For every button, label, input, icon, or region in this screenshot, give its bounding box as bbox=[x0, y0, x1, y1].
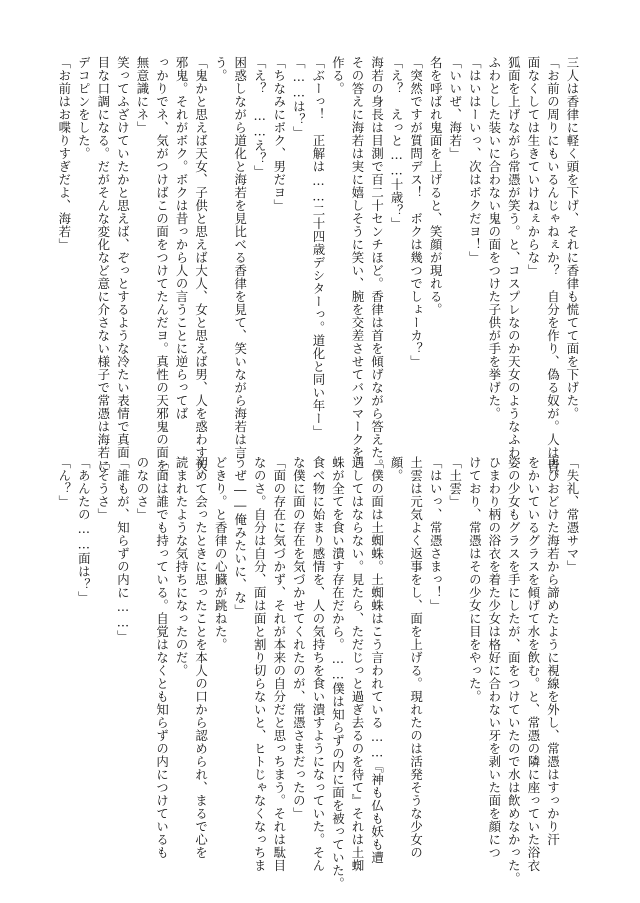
lower-text-line-1: 「失礼、常憑サマ」 bbox=[565, 456, 580, 573]
upper-text-line-22: っかりでネ、気がつけばこの面をつけてたんだヨ。真性の天邪鬼の面を、 bbox=[154, 56, 170, 485]
lower-text-line-17: なのさ。自分は自分、面は面と割り切らないと、ヒトじゃなくなっちま bbox=[252, 456, 268, 872]
lower-text-line-4: 姿の少女もグラスを手にしたが、面をつけていたので水は飲めなかった。 bbox=[506, 456, 522, 885]
upper-text-line-26: デコピンをした。 bbox=[76, 56, 92, 160]
lower-text-line-25: 「そうさ」 bbox=[95, 456, 111, 521]
lower-text-line-8: 「はいっ、常憑さまっ！」 bbox=[428, 456, 444, 612]
upper-text-line-21: 邪鬼。それがボク。ボクは昔っから人の言うことに逆らってば bbox=[174, 56, 190, 420]
upper-text-line-1: 三人は香律に軽く頭を下げ、それに香律も慌てて面を下げた。 bbox=[565, 56, 580, 420]
lower-text-line-23: のなのさ」 bbox=[134, 456, 150, 521]
upper-text-line-10: 「え？ えっと……十歳？」 bbox=[389, 56, 405, 231]
lower-text-line-9: 土雲は元気よく返事をし、面を上げる。現れたのは活発そうな少女の bbox=[408, 456, 424, 859]
lower-text-line-22: 「面は誰でも持っている。自覚はなくとも知らずの内につけているも bbox=[154, 456, 170, 859]
lower-text-line-19: どきり。と香律の心臓が跳ねた。 bbox=[213, 456, 229, 651]
upper-text-line-16: 「ちなみにボク、男だヨ」 bbox=[271, 56, 287, 212]
upper-text-line-18: 困惑しながら道化と海若を見比べる香律を見て、笑いながら海若は言 bbox=[232, 56, 248, 459]
lower-text-line-26: 「あんたの……面は？」 bbox=[76, 456, 92, 605]
lower-text-line-20: 初めて会ったときに思ったことを本人の口から認められ、まるで心を bbox=[193, 456, 209, 859]
upper-text-line-27: 「お前はお喋りすぎだよ、海若」 bbox=[56, 56, 72, 251]
lower-text-line-13: 蛛が全てを食い潰す存在だから。……僕は知らずの内に面を被っていた。 bbox=[330, 456, 346, 891]
upper-text-line-25: 目な口調になる。だがそんな変化など意に介さない様子で常憑は海若に bbox=[95, 56, 111, 472]
upper-text-line-6: 「はいはーいっ、次はボクだヨ！」 bbox=[467, 56, 483, 264]
lower-text-line-18: うぜ――俺みたいに、な」 bbox=[232, 456, 248, 618]
upper-text-line-8: 名を呼ばれ鬼面を上げると、笑顔が現れる。 bbox=[428, 56, 444, 316]
upper-text-line-19: う。 bbox=[213, 56, 229, 82]
lower-text-line-6: けており、常憑はその少女に目をやった。 bbox=[467, 456, 483, 703]
lower-text-line-3: をかいているグラスを傾げて水を飲む。と、常憑の隣に座っていた浴衣 bbox=[525, 456, 541, 872]
upper-text-line-23: 無意識にネ」 bbox=[134, 56, 150, 134]
upper-text-line-12: その答えに海若は実に嬉しそうに笑い、腕を交差させてバツマークを bbox=[349, 56, 365, 459]
upper-text-line-20: 「鬼かと思えば天女、子供と思えば大人、女と思えば男、人を惑わす天 bbox=[193, 56, 209, 472]
lower-text-line-21: 読まれたような気持ちになったのだ。 bbox=[174, 456, 190, 677]
upper-text-line-15: 「……は？」 bbox=[291, 56, 307, 140]
upper-text-line-17: 「え？ ……え？」 bbox=[252, 56, 268, 179]
lower-text-line-11: 「僕の面は土蜘蛛。土蜘蛛はこう言われている……『神も仏も妖も遭 bbox=[369, 456, 385, 865]
lower-text-line-15: な僕に面の存在を気づかせてくれたのが、常憑さまだったの」 bbox=[291, 456, 307, 820]
lower-text-line-7: 「土雲」 bbox=[447, 456, 463, 508]
lower-text-line-12: 遇してはならない。見たら、ただじっと過ぎ去るのを待て』それは土蜘 bbox=[349, 456, 365, 872]
upper-text-line-9: 「突然ですが質問デス！ ボクは幾つでしょーカ？」 bbox=[408, 56, 424, 368]
upper-text-line-13: 作る。 bbox=[330, 56, 346, 95]
upper-text-line-14: 「ぶーっ！ 正解は……二十四歳デシターっ。道化と同い年ー」 bbox=[310, 56, 326, 439]
lower-text-line-14: 食べ物に始まり感情を、人の気持ちを食い潰すようになっていた。そん bbox=[310, 456, 326, 872]
lower-text-line-2: 再びおどけた海若から諦めたように視線を外し、常憑はすっかり汗 bbox=[545, 456, 561, 846]
upper-text-line-2: 「お前の周りにもいるんじゃねぇか？ 自分を作り、偽る奴が。人は皆、 bbox=[545, 56, 561, 485]
lower-text-line-16: 「面の存在に気づかず、それが本来の自分だと思っちまう。それは駄目 bbox=[271, 456, 287, 872]
upper-text-line-3: 面なくしては生きていけねぇからな」 bbox=[525, 56, 541, 277]
lower-text-line-24: 「誰もが、知らずの内に……」 bbox=[115, 456, 131, 644]
upper-text-line-11: 海若の身長は目測で百二十センチほど。香律は首を傾げながら答えた。 bbox=[369, 56, 385, 472]
upper-text-line-7: 「いいぜ、海若」 bbox=[447, 56, 463, 160]
upper-text-line-5: ふわとした装いに合わない鬼の面をつけた子供が手を挙げた。 bbox=[486, 56, 502, 420]
lower-text-block bbox=[56, 456, 582, 891]
lower-text-line-10: 顔。 bbox=[389, 456, 405, 482]
lower-text-line-5: ひまわり柄の浴衣を着た少女は格好に合わない牙を剥いた面を顔につ bbox=[486, 456, 502, 859]
upper-text-line-24: 笑ってふざけていたかと思えば、ぞっとするような冷たい表情で真面 bbox=[115, 56, 131, 459]
lower-text-line-27: 「ん？」 bbox=[56, 456, 72, 508]
upper-text-line-4: 狐面を上げながら常憑が笑う。と、コスプレなのか天女のようなふわ bbox=[506, 56, 522, 459]
